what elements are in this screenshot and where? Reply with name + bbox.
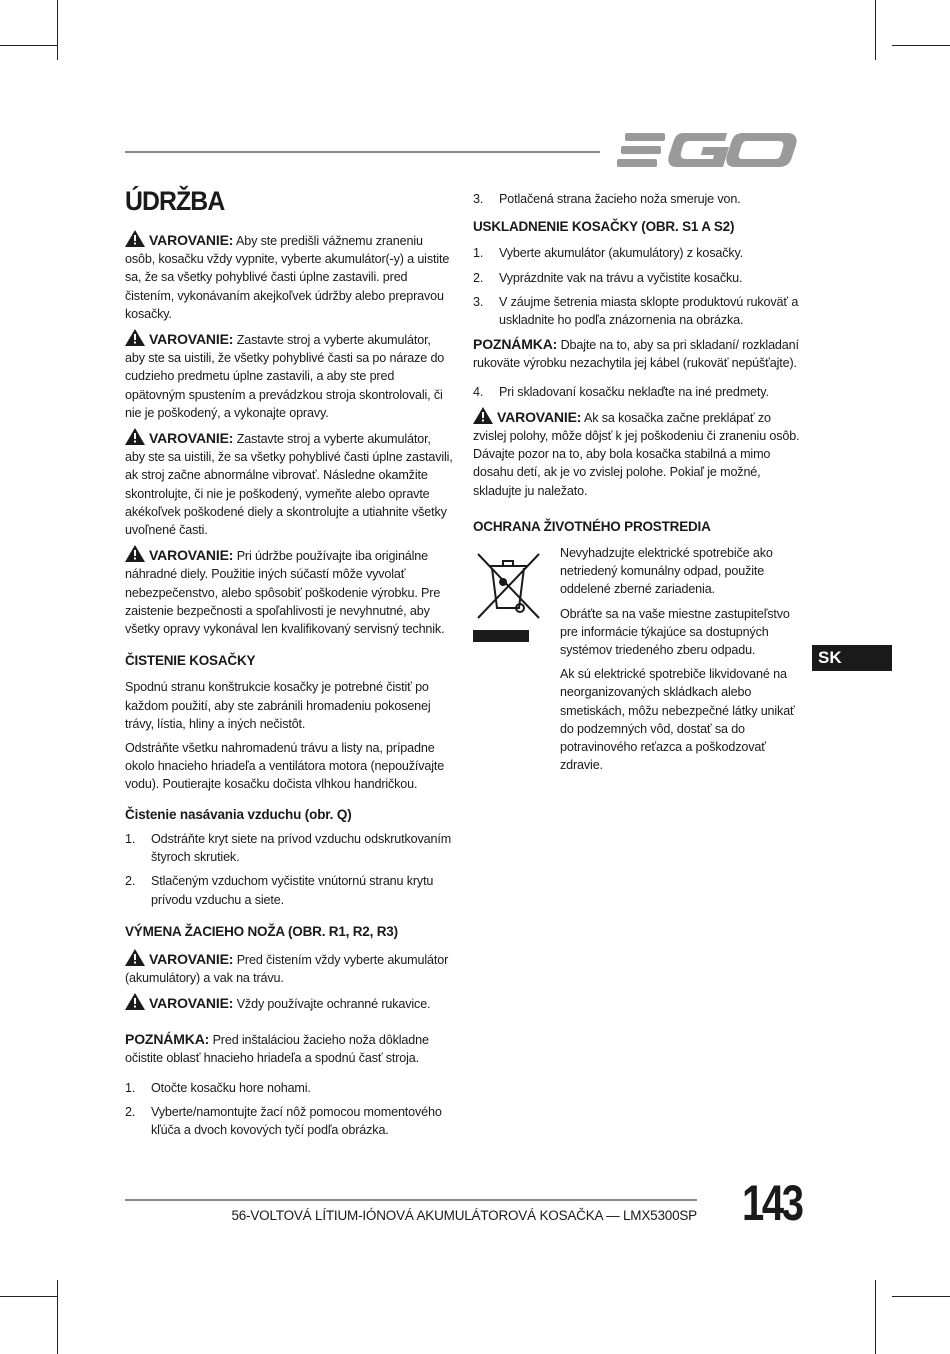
list-item [473, 190, 803, 208]
warning-paragraph [125, 949, 453, 987]
warning-paragraph [125, 230, 453, 323]
warning-icon [125, 545, 145, 562]
list-item [125, 872, 453, 908]
list-number: 1. [473, 246, 484, 261]
crop-mark [875, 1280, 876, 1354]
list-item [473, 244, 803, 262]
footer-product-name: 56-VOLTOVÁ LÍTIUM-IÓNOVÁ AKUMULÁTOROVÁ KOSAČKA — LMX5300SP [231, 1208, 697, 1223]
crop-mark [892, 1296, 950, 1297]
list-text: Vyberte akumulátor (akumulátory) z kosačky. [499, 246, 744, 261]
crossed-out-bin-icon [473, 546, 545, 646]
list-item [125, 830, 453, 866]
warning-label: VAROVANIE: [149, 547, 234, 564]
warning-label: VAROVANIE: [149, 331, 234, 348]
warning-label: VAROVANIE: [149, 430, 234, 447]
environment-text [560, 544, 803, 774]
paragraph: Spodnú stranu konštrukcie kosačky je potrebné čistiť po každom použití, aby ste zabránili hromadeniu pokosenej trávy, lístia, hliny a iných nečistôt. [125, 680, 431, 731]
list-text: Stlačeným vzduchom vyčistite vnútornú stranu krytu prívodu vzduchu a siete. [151, 874, 434, 907]
note-paragraph [125, 1030, 453, 1067]
warning-paragraph [125, 545, 453, 638]
warning-label: VAROVANIE: [497, 408, 582, 425]
note-text: Dbajte na to, aby sa pri skladaní/ rozkladaní rukoväte výrobku nezachytila jej kábel (rukoväť nepúšťajte). [473, 338, 799, 371]
warning-icon [125, 329, 145, 346]
note-label: POZNÁMKA: [125, 1030, 210, 1047]
list-text: Vyprázdnite vak na trávu a vyčistite kosačku. [499, 270, 743, 285]
list-number: 4. [473, 384, 484, 399]
air-intake-steps [125, 830, 453, 909]
warning-label: VAROVANIE: [149, 950, 234, 967]
crop-mark [892, 45, 950, 46]
warning-icon [125, 428, 145, 445]
warning-icon [125, 230, 145, 247]
header-rule [125, 151, 600, 153]
environment-block [473, 544, 803, 774]
warning-text: Pred čistením vždy vyberte akumulátor (akumulátory) a vak na trávu. [125, 952, 449, 986]
warning-paragraph [125, 993, 453, 1013]
left-column [125, 230, 453, 1146]
paragraph: Obráťte sa na vaše miestne zastupiteľstvo pre informácie týkajúce sa dostupných systémov triedeného zberu odpadu. [560, 606, 790, 658]
warning-text: Pri údržbe používajte iba originálne náhradné diely. Použitie iných súčastí môže vyvolať nebezpečenstvo, alebo spôsobiť poškodenie výrobku. Pre zaistenie bezpečnosti a spoľahlivosti je nevyhnutné, aby všetky opravy vykonával len kvalifikovaný servisný technik. [125, 549, 445, 637]
warning-label: VAROVANIE: [149, 232, 234, 248]
warning-text: Aby ste predišli vážnemu zraneniu osôb, kosačku vždy vypnite, vyberte akumulátor(-y) a uistite sa, že sa všetky pohyblivé časti úplne zastavili. pred čistením, vykonávaním akejkoľvek údržby alebo prepravou kosačky. [125, 234, 450, 321]
warning-text: Zastavte stroj a vyberte akumulátor, aby ste sa uistili, že sa všetky pohyblivé časti úplne zastavili, ak stroj začne abnormálne vibrovať. Následne okamžite skontrolujte, či nie je poškodený, vymeňte alebo opravte akékoľvek poškodené diely a skontrolujte a utiahnite všetky uvoľnené časti. [125, 432, 453, 538]
warning-text: Zastavte stroj a vyberte akumulátor, aby ste sa uistili, že všetky pohyblivé časti sa po náraze do cudzieho predmetu úplne zastavili, a aby ste pred opätovným spustením a prevádzkou stroja skontrolovali, či nie je poškodený, a vykonajte opravy. [125, 333, 445, 420]
right-column [473, 190, 803, 780]
language-tab: SK [812, 645, 892, 671]
subheading-air-intake: Čistenie nasávania vzduchu (obr. Q) [125, 806, 352, 822]
page-title: ÚDRŽBA [125, 186, 225, 216]
note-text: Pred inštaláciou žacieho noža dôkladne očistite oblasť hnacieho hriadeľa a spodnú časť stroja. [125, 1032, 429, 1065]
list-item [473, 293, 803, 329]
crop-mark [0, 1296, 58, 1297]
list-text: Potlačená strana žacieho noža smeruje von. [499, 192, 741, 206]
section-heading-cleaning: ČISTENIE KOSAČKY [125, 653, 256, 669]
paragraph: Odstráňte všetku nahromadenú trávu a listy na, prípadne okolo hnacieho hriadeľa a ventilátora motora (nepoužívajte vodu). Poutierajte kosačku dočista vlhkou handričkou. [125, 741, 445, 792]
list-number: 3. [473, 192, 484, 206]
list-text: V záujme šetrenia miasta sklopte produktovú rukoväť a uskladnite ho podľa znázornenia na obrázka. [499, 294, 799, 328]
list-text: Pri skladovaní kosačku neklaďte na iné predmety. [499, 384, 769, 399]
warning-paragraph [125, 428, 453, 539]
warning-paragraph [125, 329, 453, 422]
section-heading-environment: OCHRANA ŽIVOTNÉHO PROSTREDIA [473, 518, 711, 534]
list-number: 2. [125, 1105, 136, 1120]
crop-mark [875, 0, 876, 60]
section-heading-storage: USKLADNENIE KOSAČKY (OBR. S1 A S2) [473, 219, 735, 235]
warning-icon [125, 949, 145, 966]
warning-paragraph [473, 407, 803, 500]
crop-mark [0, 45, 58, 46]
list-text: Vyberte/namontujte žací nôž pomocou momentového kľúča a dvoch kovových tyčí podľa obrázka. [151, 1105, 442, 1138]
list-item [473, 269, 803, 287]
section-heading-blade: VÝMENA ŽACIEHO NOŽA (OBR. R1, R2, R3) [125, 923, 398, 939]
warning-text: Ak sa kosačka začne preklápať zo zvislej polohy, môže dôjsť k jej poškodeniu či zraneniu osôb. Dávajte pozor na to, aby bola kosačka stabilná a mimo dosahu detí, ak je vo zvislej polohe. Pokiaľ je možné, skladujte ju naležato. [473, 410, 800, 498]
list-number: 2. [473, 270, 484, 285]
warning-icon [125, 993, 145, 1010]
paragraph: Nevyhadzujte elektrické spotrebiče ako netriedený komunálny odpad, použite oddelené zberné zariadenia. [560, 546, 773, 597]
storage-step-4 [473, 383, 803, 401]
warning-label: VAROVANIE: [149, 995, 234, 1012]
warning-icon [473, 407, 493, 424]
crop-mark [57, 1280, 58, 1354]
paragraph: Ak sú elektrické spotrebiče likvidované na neorganizovaných skládkach alebo smetiskách, môžu nebezpečné látky unikať do podzemných vôd, dostať sa do potravinového reťazca a poškodzovať zdravie. [560, 667, 795, 773]
blade-steps-continued [473, 190, 803, 208]
list-number: 2. [125, 874, 136, 889]
list-text: Odstráňte kryt siete na prívod vzduchu odskrutkovaním štyroch skrutiek. [151, 831, 452, 865]
crop-mark [57, 0, 58, 60]
list-number: 1. [125, 1080, 136, 1095]
list-item [125, 1079, 453, 1097]
storage-steps [473, 244, 803, 329]
warning-text: Vždy používajte ochranné rukavice. [236, 997, 431, 1012]
list-text: Otočte kosačku hore nohami. [151, 1080, 311, 1095]
list-number: 1. [125, 831, 136, 846]
blade-steps [125, 1079, 453, 1140]
list-number: 3. [473, 294, 484, 309]
ego-logo [617, 127, 799, 173]
footer-rule [125, 1199, 697, 1201]
list-item [473, 383, 803, 401]
note-paragraph [473, 335, 803, 372]
note-label: POZNÁMKA: [473, 336, 558, 353]
page-number: 143 [742, 1175, 802, 1231]
list-item [125, 1103, 453, 1139]
